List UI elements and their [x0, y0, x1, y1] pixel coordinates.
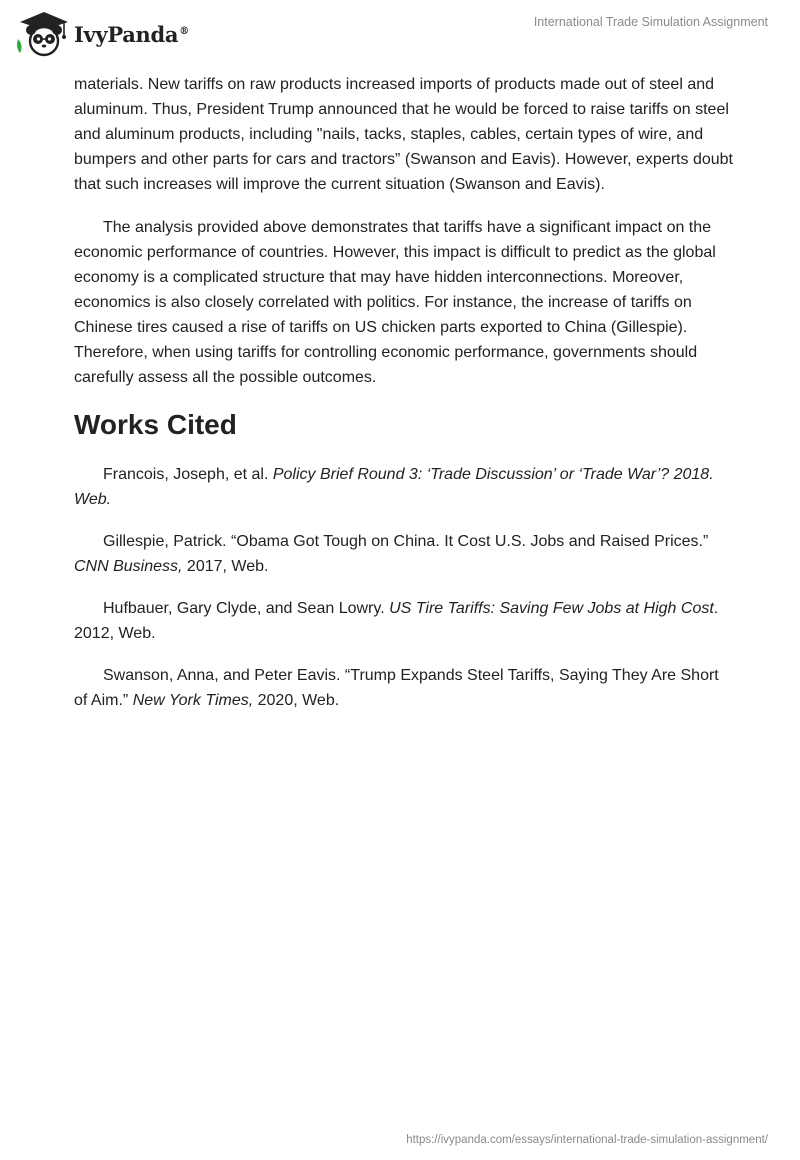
- citation-lead: Francois, Joseph, et al.: [103, 466, 273, 483]
- citation-tail: . 2012, Web.: [74, 600, 719, 642]
- citation-title: New York Times,: [132, 692, 254, 709]
- source-url-link[interactable]: https://ivypanda.com/essays/international-trade-simulation-assignment/: [406, 1134, 768, 1146]
- page-header: [14, 8, 768, 58]
- citation-lead: Swanson, Anna, and Peter Eavis. “Trump Expands Steel Tariffs, Saying They Are Short of Aim.”: [74, 667, 719, 709]
- panda-graduate-icon: [14, 8, 72, 58]
- citation-tail: 2017, Web.: [182, 558, 269, 575]
- body-paragraph: materials. New tariffs on raw products increased imports of products made out of steel and aluminum. Thus, President Trump announced that he would be forced to raise tariffs on steel and aluminum products, including "nails, tacks, staples, cables, certain types of wire, and bumpers and other parts for cars and tractors” (Swanson and Eavis). However, experts doubt that such increases will improve the current situation (Swanson and Eavis).: [74, 76, 733, 193]
- ivypanda-logo[interactable]: [14, 8, 189, 58]
- citation-title: CNN Business,: [74, 558, 183, 575]
- citation-entry: [74, 596, 734, 646]
- citation-title: US Tire Tariffs: Saving Few Jobs at High Cost: [389, 600, 714, 617]
- citation-tail: 2020, Web.: [253, 692, 340, 709]
- document-title: International Trade Simulation Assignment: [533, 15, 768, 29]
- citation-entry: [74, 529, 734, 579]
- document-body: [74, 72, 734, 730]
- registered-mark: ®: [179, 25, 189, 37]
- works-cited-heading: Works Cited: [74, 409, 237, 440]
- body-paragraph: The analysis provided above demonstrates that tariffs have a significant impact on the economic performance of countries. However, this impact is difficult to predict as the global economy is a complicated structure that may have hidden interconnections. Moreover, economics is also closely correlated with politics. For instance, the increase of tariffs on Chinese tires caused a rise of tariffs on US chicken parts exported to China (Gillespie). Therefore, when using tariffs for controlling economic performance, governments should carefully assess all the possible outcomes.: [74, 219, 716, 386]
- citation-entry: [74, 462, 734, 512]
- citation-lead: Hufbauer, Gary Clyde, and Sean Lowry.: [103, 600, 390, 617]
- citation-title: Policy Brief Round 3: ‘Trade Discussion’ or ‘Trade War’? 2018. Web.: [74, 466, 714, 508]
- citation-lead: Gillespie, Patrick. “Obama Got Tough on China. It Cost U.S. Jobs and Raised Prices.”: [103, 533, 709, 550]
- brand-name: IvyPanda®: [74, 21, 189, 47]
- citation-entry: [74, 663, 734, 713]
